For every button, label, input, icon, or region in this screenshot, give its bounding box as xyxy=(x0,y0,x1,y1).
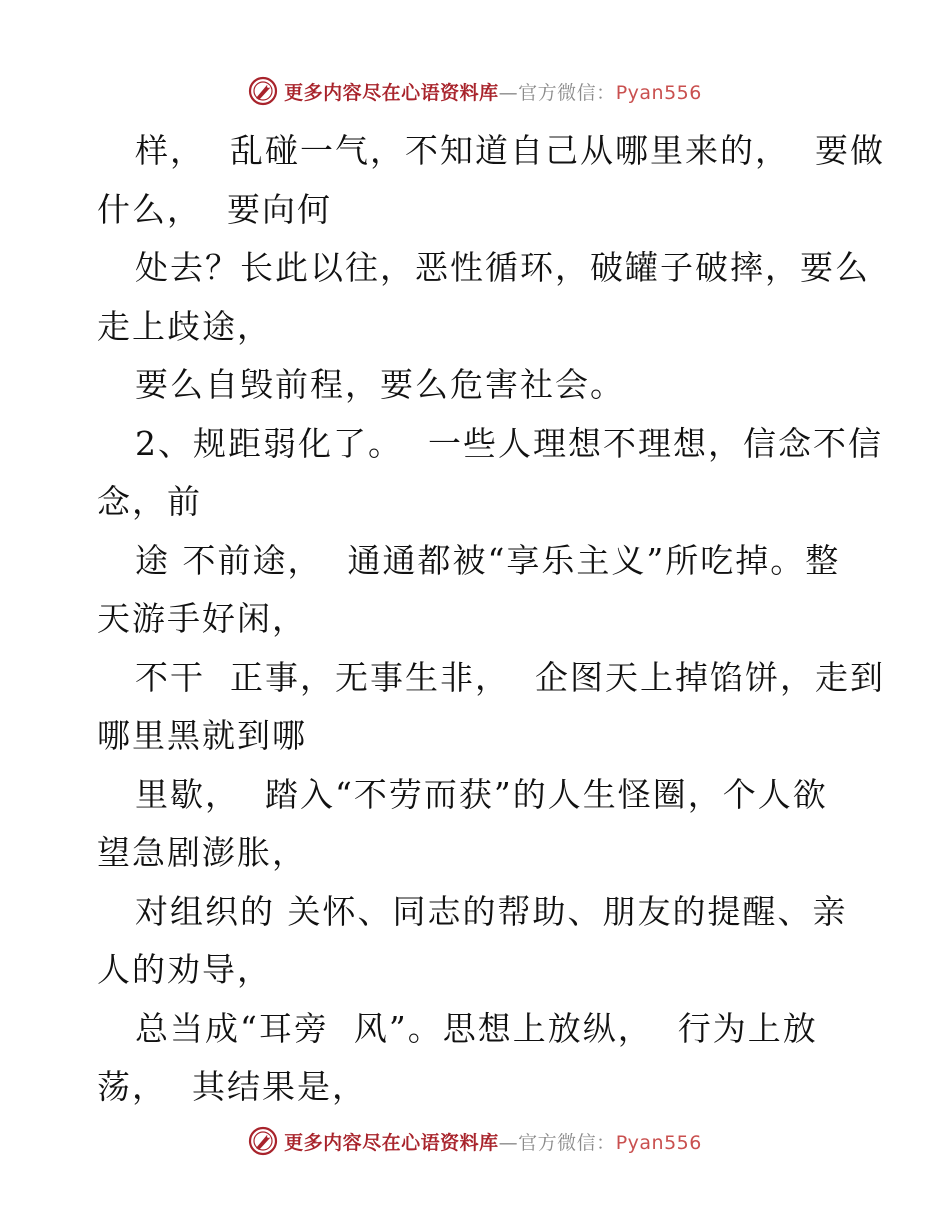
footer-watermark-main: 更多内容尽在心语资料库 xyxy=(284,1131,499,1154)
header-watermark-id: Pyan556 xyxy=(615,81,702,104)
text-line: 天游手好闲， xyxy=(97,599,307,638)
text-line: 望急剧澎胀， xyxy=(97,833,307,872)
text-line: 什么， 要向何 xyxy=(97,189,332,229)
footer-watermark-label: —官方微信： xyxy=(498,1131,616,1154)
pen-nib-logo-icon xyxy=(248,76,278,106)
text-line: 要么自毁前程，要么危害社会。 xyxy=(135,365,625,404)
header-watermark-label: —官方微信： xyxy=(498,81,616,104)
text-line: 不干 正事，无事生非， 企图天上掉馅饼，走到 xyxy=(135,657,885,697)
page-footer-banner xyxy=(0,1121,950,1161)
text-line: 人的劝导， xyxy=(97,950,272,989)
document-body xyxy=(97,122,885,1117)
text-line: 总当成“耳旁 风”。思想上放纵， 行为上放 xyxy=(135,1008,818,1048)
header-watermark-main: 更多内容尽在心语资料库 xyxy=(284,81,499,104)
text-line: 走上歧途， xyxy=(97,306,272,346)
header-watermark-text xyxy=(284,78,702,105)
text-line: 2、规距弱化了。 一些人理想不理想，信念不信 xyxy=(135,423,883,463)
footer-watermark-text xyxy=(284,1128,702,1155)
text-line: 里歇， 踏入“不劳而获”的人生怪圈，个人欲 xyxy=(135,774,828,814)
page-header-banner xyxy=(0,71,950,111)
footer-watermark-id: Pyan556 xyxy=(615,1131,702,1154)
text-line: 念，前 xyxy=(97,482,202,521)
text-line: 哪里黑就到哪 xyxy=(97,716,307,755)
text-line: 样， 乱碰一气，不知道自己从哪里来的， 要做 xyxy=(135,131,885,170)
text-line: 对组织的 关怀、同志的帮助、朋友的提醒、亲 xyxy=(135,891,848,931)
pen-nib-logo-icon xyxy=(248,1126,278,1156)
text-line: 处去？长此以往，恶性循环，破罐子破摔，要么 xyxy=(135,248,870,287)
text-line: 荡， 其结果是， xyxy=(97,1067,367,1106)
text-line: 途 不前途， 通通都被“享乐主义”所吃掉。整 xyxy=(135,540,841,580)
